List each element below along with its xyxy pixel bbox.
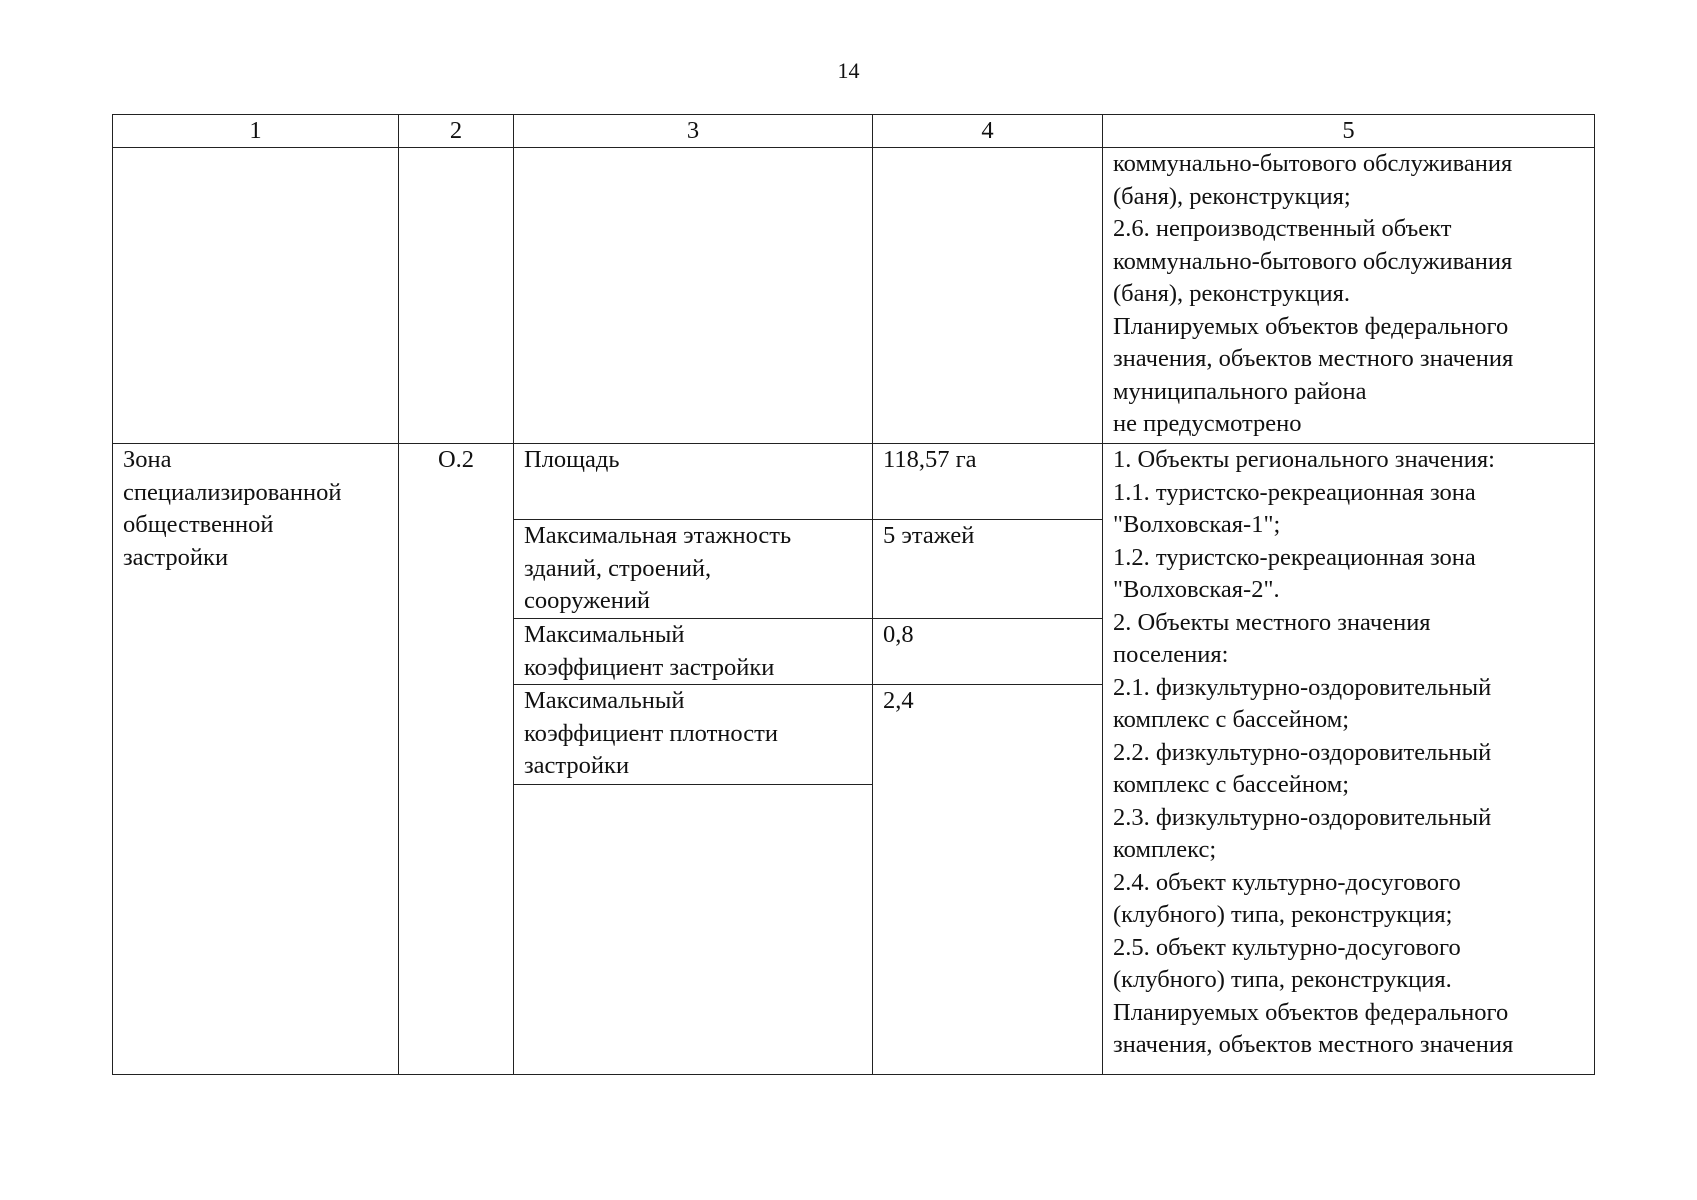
header-cell-1: 1 xyxy=(113,115,399,148)
continuation-col2-cell xyxy=(399,148,514,444)
header-cell-2: 2 xyxy=(399,115,514,148)
param-value-cell: 5 этажей xyxy=(873,520,1103,619)
param-name-cell: Максимальная этажность зданий, строений, сооружений xyxy=(514,520,873,619)
param-name-cell: Площадь xyxy=(514,444,873,520)
continuation-objects-cell: коммунально-бытового обслуживания (баня), реконструкция; 2.6. непроизводственный объект коммунально-бытового обслуживания (баня), реконструкция. Планируемых объектов федерального значения, объектов местного значения муниципального района не предусмотрено xyxy=(1103,148,1595,444)
header-cell-5: 5 xyxy=(1103,115,1595,148)
page-number: 14 xyxy=(837,58,860,83)
param-value-cell: 2,4 xyxy=(873,685,1103,1075)
zone-code-cell: О.2 xyxy=(399,444,514,1075)
header-cell-4: 4 xyxy=(873,115,1103,148)
continuation-col1-cell xyxy=(113,148,399,444)
continuation-col3-cell xyxy=(514,148,873,444)
param-name-cell: Максимальный коэффициент застройки xyxy=(514,619,873,685)
zone-row-param-1 xyxy=(113,444,1595,520)
zones-table xyxy=(112,114,1595,1075)
empty-param-cell xyxy=(514,785,873,1075)
param-value-cell: 0,8 xyxy=(873,619,1103,685)
continuation-col4-cell xyxy=(873,148,1103,444)
table-header-row xyxy=(113,115,1595,148)
zone-objects-cell: 1. Объекты регионального значения: 1.1. туристско-рекреационная зона "Волховская-1"; 1.2. туристско-рекреационная зона "Волховская-2". 2. Объекты местного значения поселения: 2.1. физкультурно-оздоровительный комплекс с бассейном; 2.2. физкультурно-оздоровительный комплекс с бассейном; 2.3. физкультурно-оздоровительный комплекс; 2.4. объект культурно-досугового (клубного) типа, реконструкция; 2.5. объект культурно-досугового (клубного) типа, реконструкция. Планируемых объектов федерального значения, объектов местного значения xyxy=(1103,444,1595,1075)
param-name-cell: Максимальный коэффициент плотности застройки xyxy=(514,685,873,785)
param-value-cell: 118,57 га xyxy=(873,444,1103,520)
continuation-row xyxy=(113,148,1595,444)
header-cell-3: 3 xyxy=(514,115,873,148)
zone-name-cell: Зона специализированной общественной застройки xyxy=(113,444,399,1075)
